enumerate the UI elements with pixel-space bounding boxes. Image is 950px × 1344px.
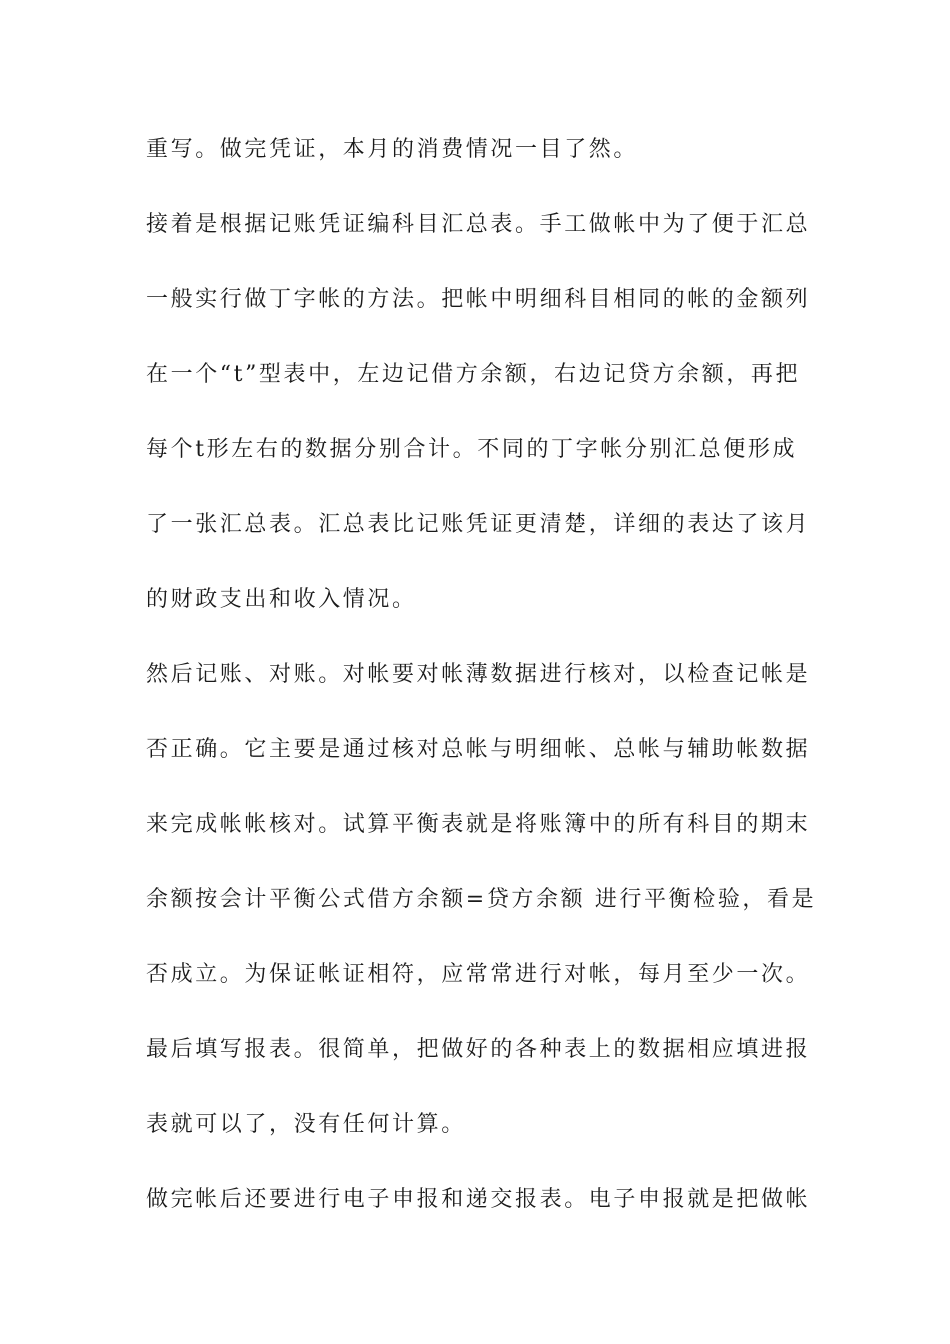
text-line: 重写。做完凭证，本月的消费情况一目了然。 <box>146 137 639 162</box>
text-line: 的财政支出和收入情况。 <box>146 587 417 612</box>
text-line: 每个t形左右的数据分别合计。不同的丁字帐分别汇总便形成 <box>146 437 798 462</box>
text-line: 来完成帐帐核对。试算平衡表就是将账簿中的所有科目的期末 <box>146 812 811 837</box>
text-line: 表就可以了，没有任何计算。 <box>146 1112 466 1137</box>
text-line: 然后记账、对账。对帐要对帐薄数据进行核对，以检查记帐是 <box>146 662 811 687</box>
text-line: 余额按会计平衡公式借方余额=贷方余额 进行平衡检验，看是 <box>146 887 817 912</box>
text-line: 做完帐后还要进行电子申报和递交报表。电子申报就是把做帐 <box>146 1187 811 1212</box>
text-line: 否成立。为保证帐证相符，应常常进行对帐，每月至少一次。 <box>146 962 811 987</box>
text-line: 一般实行做丁字帐的方法。把帐中明细科目相同的帐的金额列 <box>146 287 811 312</box>
text-line: 接着是根据记账凭证编科目汇总表。手工做帐中为了便于汇总 <box>146 212 811 237</box>
text-line: 最后填写报表。很简单，把做好的各种表上的数据相应填进报 <box>146 1037 811 1062</box>
text-line: 否正确。它主要是通过核对总帐与明细帐、总帐与辅助帐数据 <box>146 737 811 762</box>
text-line: 在一个“t”型表中，左边记借方余额，右边记贷方余额，再把 <box>146 362 801 387</box>
text-line: 了一张汇总表。汇总表比记账凭证更清楚，详细的表达了该月 <box>146 512 811 537</box>
